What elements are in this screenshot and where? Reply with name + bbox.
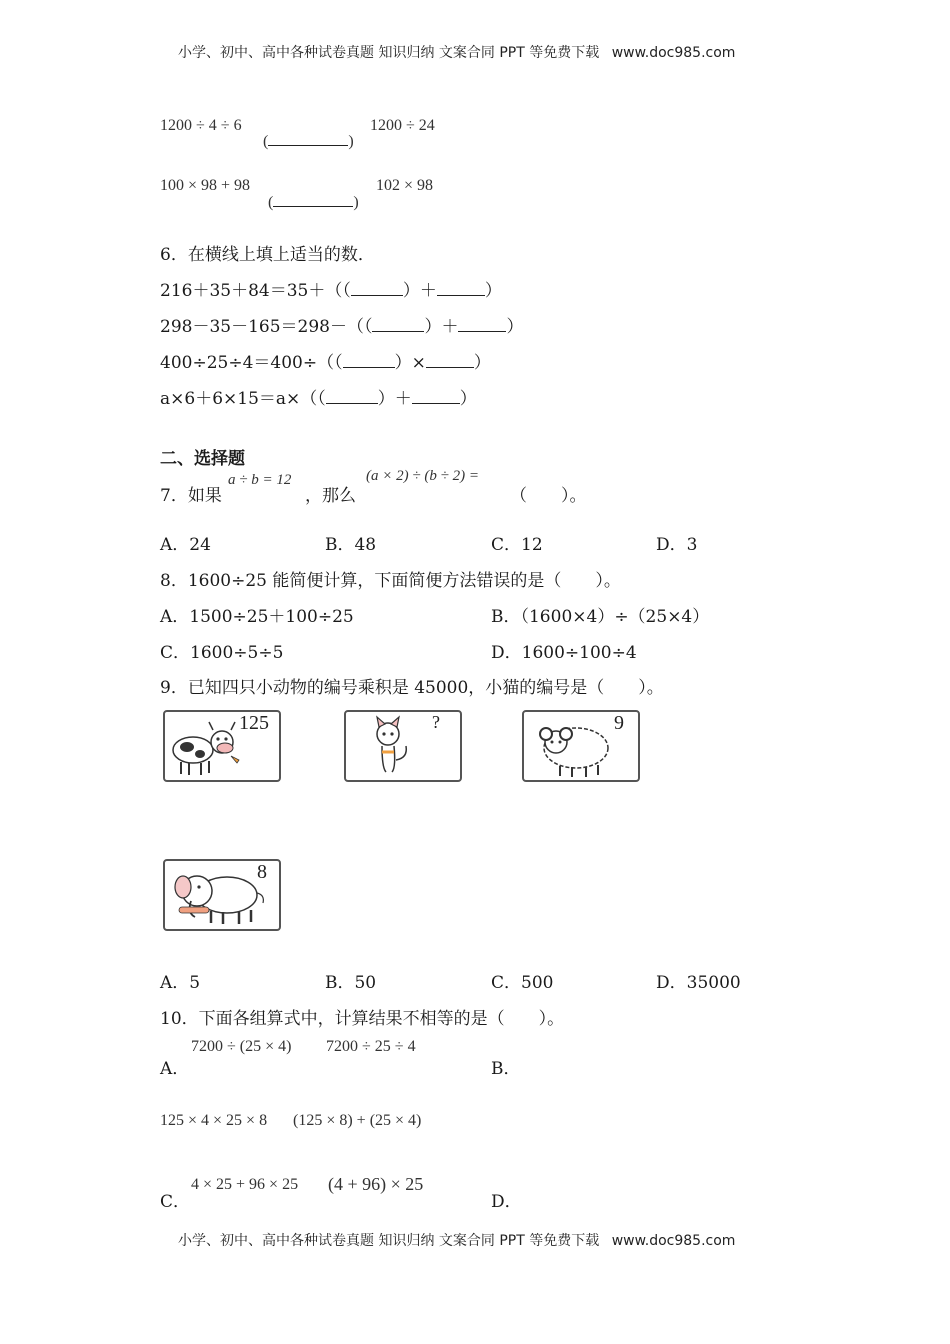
- q6-line-2-c: ）: [506, 317, 524, 337]
- q8-option-d[interactable]: D．1600÷100÷4: [491, 643, 637, 663]
- q7-paren: （ ）。: [510, 486, 587, 506]
- q6-line-3-b: ）×: [394, 353, 426, 373]
- q10-c-formula-2: (4 + 96) × 25: [328, 1174, 424, 1194]
- footer-text: 小学、初中、高中各种试卷真题 知识归纳 文案合同 PPT 等免费下载: [178, 1233, 600, 1249]
- paren-right: ): [348, 133, 354, 150]
- q8-option-a[interactable]: A．1500÷25＋100÷25: [160, 607, 354, 627]
- paren-left: (: [268, 194, 274, 211]
- comparison-2-left: 100 × 98 + 98: [160, 177, 251, 194]
- q9-option-a[interactable]: A．5: [160, 973, 201, 993]
- q9-option-d[interactable]: D．35000: [656, 973, 741, 993]
- q6-line-3-c: ）: [473, 353, 491, 373]
- cow-card: [163, 710, 281, 782]
- blank-input[interactable]: [426, 353, 474, 368]
- footer-site: www.doc985.com: [611, 1233, 736, 1249]
- cat-number: ?: [432, 712, 440, 732]
- blank-input[interactable]: [458, 317, 506, 332]
- comparison-2-right: 102 × 98: [376, 177, 434, 194]
- q10-option-c[interactable]: C．: [160, 1192, 191, 1212]
- paren-left: (: [263, 133, 269, 150]
- q6-line-3-a: 400÷25÷4＝400÷（（: [160, 353, 343, 373]
- cat-icon: [346, 712, 460, 780]
- q10-option-b[interactable]: B．: [491, 1059, 521, 1079]
- q10-option-d[interactable]: D．: [491, 1192, 522, 1212]
- q6-line-1-b: ）＋: [402, 281, 437, 301]
- q7-formula-2: (a × 2) ÷ (b ÷ 2) =: [366, 468, 479, 484]
- q6-line-4-a: a×6＋6×15＝a×（（: [160, 389, 326, 409]
- q10-b-formula-1: 125 × 4 × 25 × 8: [160, 1112, 268, 1129]
- blank-input[interactable]: [372, 317, 424, 332]
- cat-card: [344, 710, 462, 782]
- q6-line-1-a: 216＋35＋84＝35＋（（: [160, 281, 351, 301]
- q7-option-d[interactable]: D．3: [656, 535, 698, 555]
- sheep-number: 9: [614, 712, 624, 734]
- q7-option-a[interactable]: A．24: [160, 535, 211, 555]
- paren-right: ): [353, 194, 359, 211]
- q9-title: 9．已知四只小动物的编号乘积是 45000，小猫的编号是（ ）。: [160, 678, 664, 698]
- q10-a-formula-2: 7200 ÷ 25 ÷ 4: [326, 1038, 416, 1055]
- comparison-1-left: 1200 ÷ 4 ÷ 6: [160, 117, 242, 134]
- page-header: [178, 42, 735, 62]
- blank-input[interactable]: [326, 389, 378, 404]
- q6-line-1-c: ）: [484, 281, 502, 301]
- elephant-card: [163, 859, 281, 931]
- q8-title: 8．1600÷25 能简便计算，下面简便方法错误的是（ ）。: [160, 571, 621, 591]
- header-site: www.doc985.com: [611, 45, 736, 61]
- comparison-1-blank[interactable]: [263, 131, 354, 151]
- q9-option-b[interactable]: B．50: [325, 973, 377, 993]
- q10-b-formula-2: (125 × 8) + (25 × 4): [293, 1112, 422, 1129]
- q6-line-4: [160, 384, 477, 409]
- q7-option-c[interactable]: C．12: [491, 535, 543, 555]
- page-footer: [178, 1230, 735, 1250]
- blank-input[interactable]: [343, 353, 395, 368]
- q8-option-c[interactable]: C．1600÷5÷5: [160, 643, 284, 663]
- blank-input[interactable]: [351, 281, 403, 296]
- blank-input[interactable]: [412, 389, 460, 404]
- q7-prefix: 7．如果: [160, 486, 222, 506]
- q7-formula-1: a ÷ b = 12: [228, 472, 292, 488]
- elephant-number: 8: [257, 861, 267, 883]
- q6-line-2-b: ）＋: [424, 317, 459, 337]
- q6-line-4-b: ）＋: [377, 389, 412, 409]
- sheep-card: [522, 710, 640, 782]
- q10-a-formula-1: 7200 ÷ (25 × 4): [191, 1038, 292, 1055]
- q6-line-4-c: ）: [459, 389, 477, 409]
- section-title: 二、选择题: [160, 449, 245, 469]
- blank-input[interactable]: [437, 281, 485, 296]
- q6-line-1: [160, 276, 502, 301]
- q7-option-b[interactable]: B．48: [325, 535, 377, 555]
- header-text: 小学、初中、高中各种试卷真题 知识归纳 文案合同 PPT 等免费下载: [178, 45, 600, 61]
- q7-mid: ，那么: [305, 486, 356, 506]
- comparison-1-right: 1200 ÷ 24: [370, 117, 435, 134]
- q10-title: 10．下面各组算式中，计算结果不相等的是（ ）。: [160, 1009, 565, 1029]
- q6-title: 6．在横线上填上适当的数．: [160, 245, 375, 265]
- cow-number: 125: [239, 712, 269, 734]
- q10-option-a[interactable]: A．: [160, 1059, 190, 1079]
- q6-line-2-a: 298－35－165＝298－（（: [160, 317, 373, 337]
- q10-c-formula-1: 4 × 25 + 96 × 25: [191, 1176, 299, 1193]
- q6-line-3: [160, 348, 491, 373]
- comparison-2-blank[interactable]: [268, 192, 359, 212]
- q6-line-2: [160, 312, 523, 337]
- q8-option-b[interactable]: B．（1600×4）÷（25×4）: [491, 607, 710, 627]
- q9-option-c[interactable]: C．500: [491, 973, 554, 993]
